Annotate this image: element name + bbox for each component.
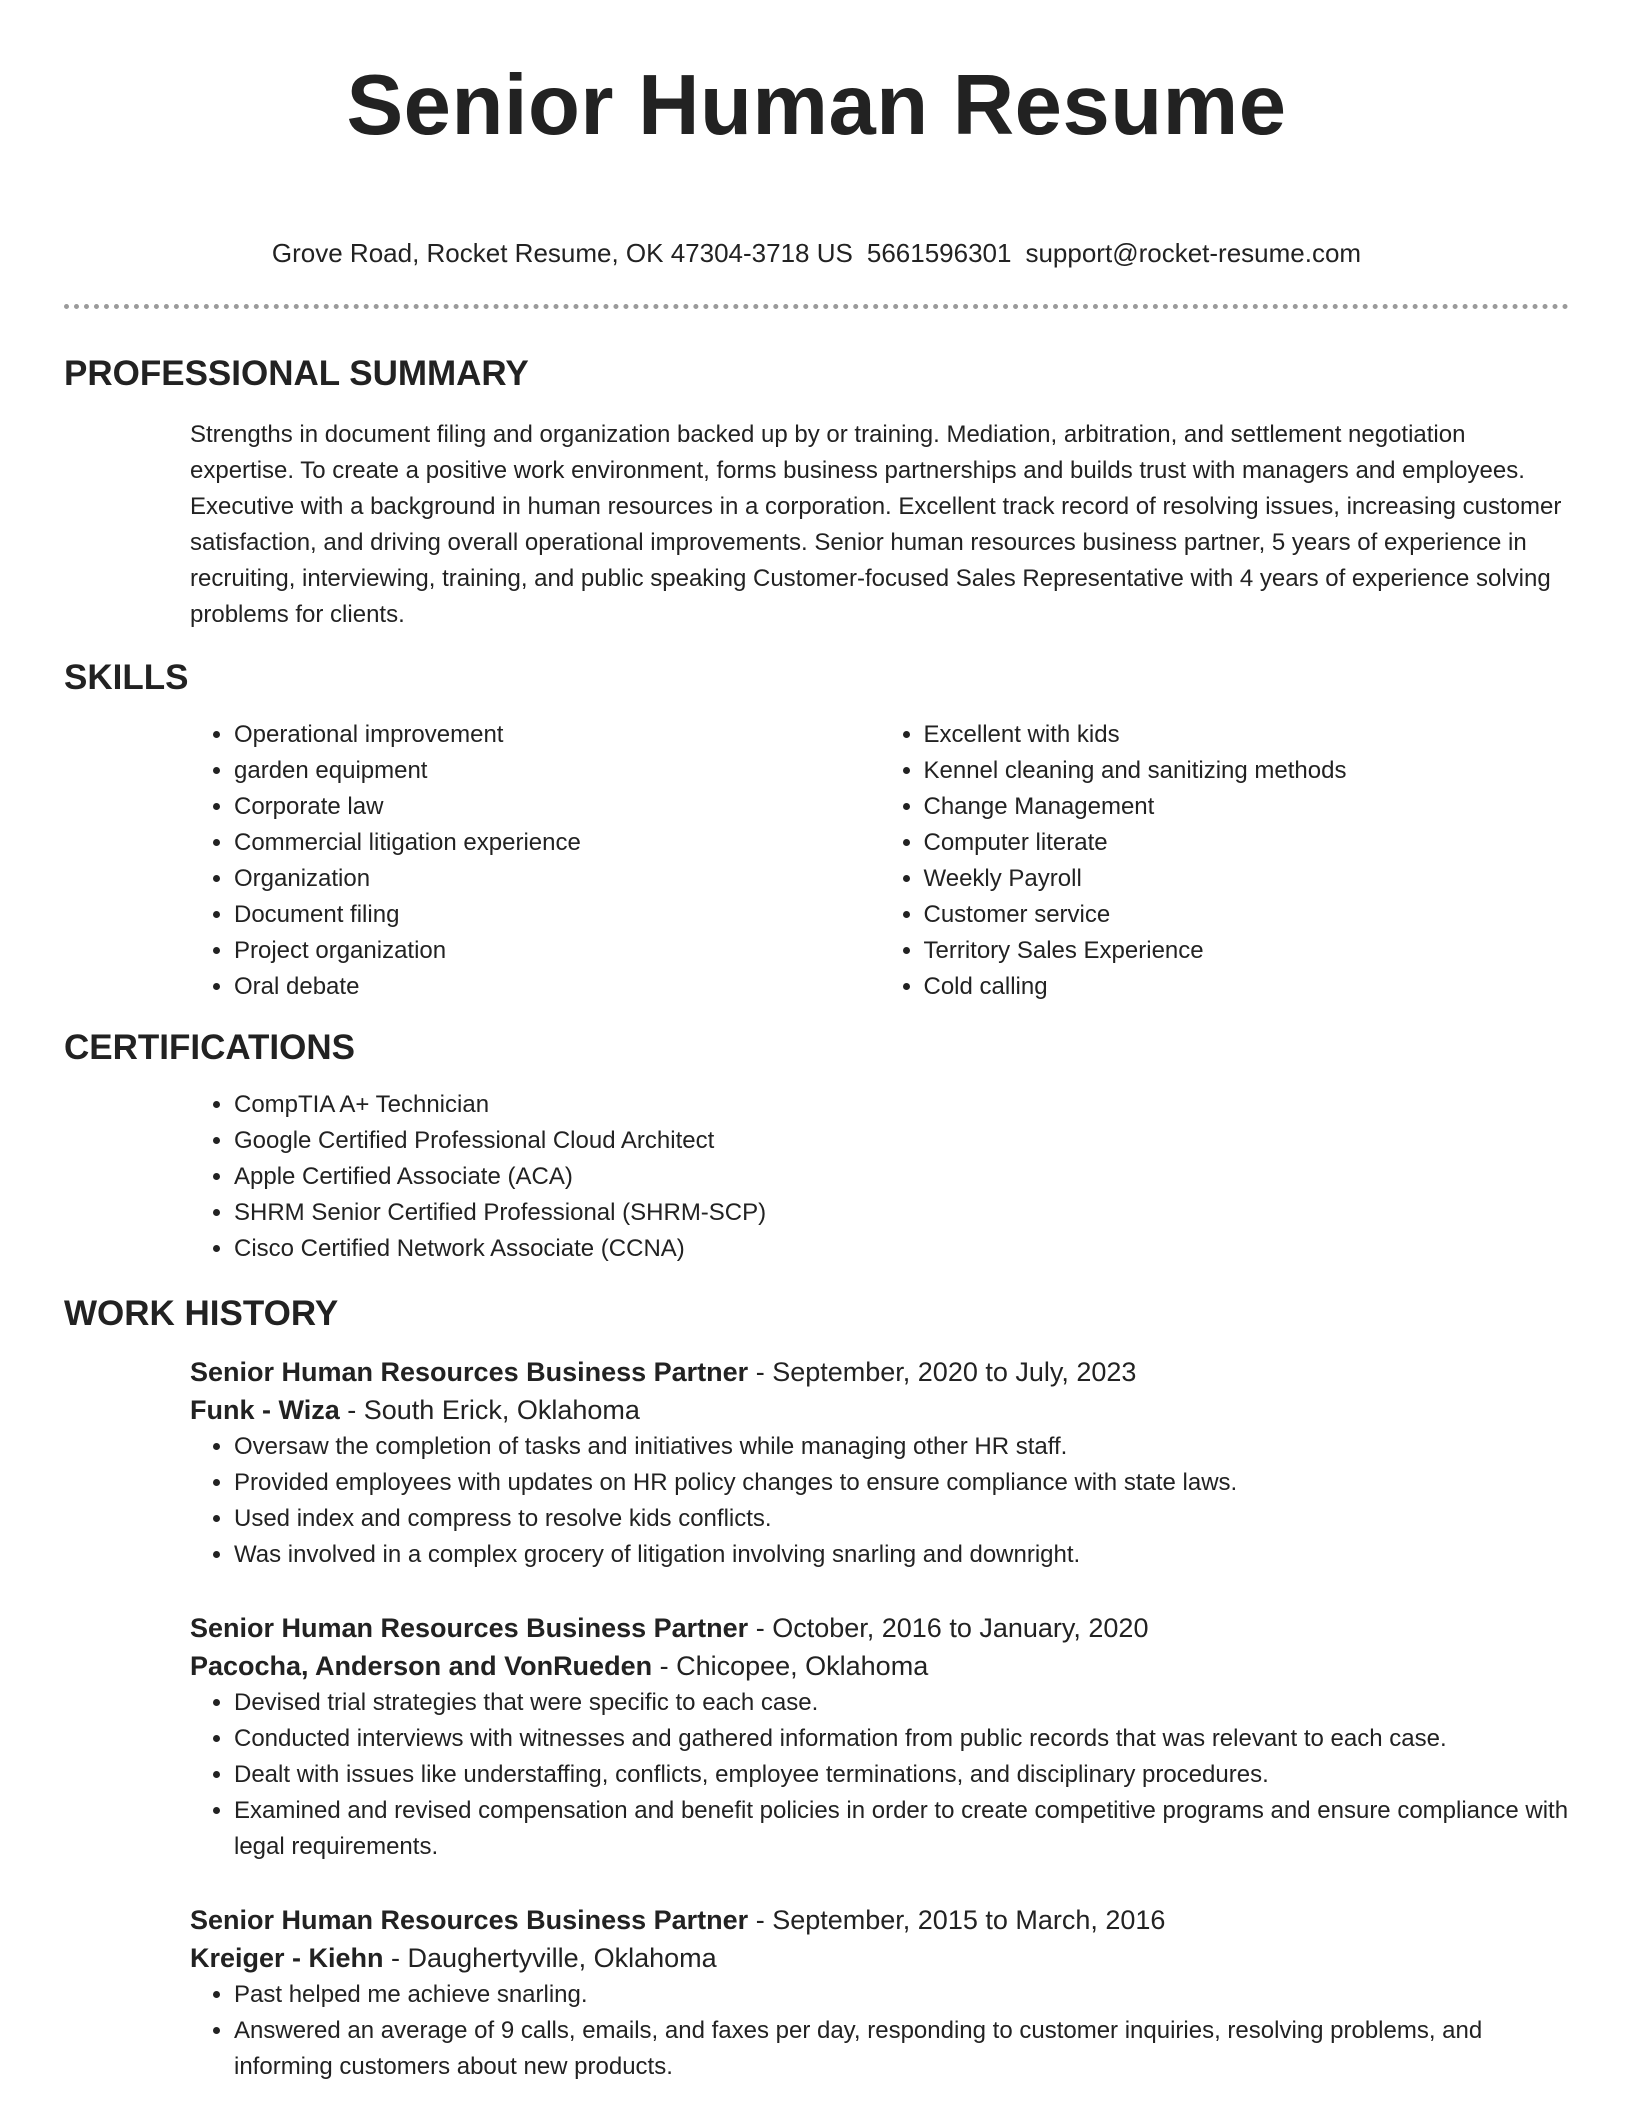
job-entry (190, 1609, 1569, 1865)
certification-item: • Cisco Certified Network Associate (CCNA) (234, 1231, 1569, 1267)
certification-item: • Apple Certified Associate (ACA) (234, 1159, 1569, 1195)
certifications-list (190, 1087, 1569, 1267)
job-dates: - September, 2015 to March, 2016 (748, 1905, 1166, 1935)
skill-item: • garden equipment (234, 753, 880, 789)
certifications-heading: CERTIFICATIONS (64, 1028, 356, 1067)
skill-item: • Organization (234, 861, 880, 897)
job-bullet: • Conducted interviews with witnesses and gathered information from public records that was relevant to each case. (234, 1721, 1569, 1757)
skill-item: • Excellent with kids (924, 717, 1570, 753)
job-location: - Chicopee, Oklahoma (652, 1651, 929, 1681)
skill-item: • Operational improvement (234, 717, 880, 753)
job-bullet: • Used index and compress to resolve kids conflicts. (234, 1501, 1569, 1537)
skills-heading: SKILLS (64, 658, 189, 697)
skill-item: • Document filing (234, 897, 880, 933)
skill-item: • Weekly Payroll (924, 861, 1570, 897)
skill-item: • Change Management (924, 789, 1570, 825)
job-role: Senior Human Resources Business Partner (190, 1613, 749, 1643)
job-bullet: • Past helped me achieve snarling. (234, 1977, 1569, 2013)
skill-item: • Project organization (234, 933, 880, 969)
certification-item: • Google Certified Professional Cloud Architect (234, 1123, 1569, 1159)
contact-email[interactable]: support@rocket-resume.com (1025, 238, 1362, 268)
job-bullet: • Oversaw the completion of tasks and initiatives while managing other HR staff. (234, 1429, 1569, 1465)
contact-line (64, 236, 1569, 270)
job-dates: - October, 2016 to January, 2020 (748, 1613, 1149, 1643)
job-bullet: • Provided employees with updates on HR policy changes to ensure compliance with state laws. (234, 1465, 1569, 1501)
job-role: Senior Human Resources Business Partner (190, 1357, 749, 1387)
job-entry (190, 1901, 1569, 2085)
job-company-line (190, 1939, 1569, 1977)
job-bullets (190, 1429, 1569, 1573)
job-location: - South Erick, Oklahoma (339, 1395, 640, 1425)
skill-item: • Cold calling (924, 969, 1570, 1005)
job-company: Kreiger - Kiehn (190, 1943, 384, 1973)
job-role: Senior Human Resources Business Partner (190, 1905, 749, 1935)
skills-list-right (880, 717, 1570, 1005)
job-bullet: • Examined and revised compensation and benefit policies in order to create competitive programs and ensure compliance with legal requirements. (234, 1793, 1569, 1865)
skill-item: • Corporate law (234, 789, 880, 825)
job-bullets (190, 1977, 1569, 2085)
skill-item: • Computer literate (924, 825, 1570, 861)
contact-phone: 5661596301 (866, 238, 1012, 268)
job-title-line (190, 1353, 1569, 1391)
skill-item: • Kennel cleaning and sanitizing methods (924, 753, 1570, 789)
work-history-block (190, 1353, 1569, 2085)
job-title-line (190, 1609, 1569, 1647)
skill-item: • Commercial litigation experience (234, 825, 880, 861)
summary-text: Strengths in document filing and organization backed up by or training. Mediation, arbitration, and settlement negotiation expertise. To create a positive work environment, forms business partnerships and builds trust with managers and employees. Executive with a background in human resources in a corporation. Excellent track record of resolving issues, increasing customer satisfaction, and driving overall operational improvements. Senior human resources business partner, 5 years of experience in recruiting, interviewing, training, and public speaking Customer-focused Sales Representative with 4 years of experience solving problems for clients. (190, 421, 1562, 628)
skill-item: • Oral debate (234, 969, 880, 1005)
certifications-block (190, 1087, 1569, 1267)
job-title-line (190, 1901, 1569, 1939)
job-company: Pacocha, Anderson and VonRueden (190, 1651, 653, 1681)
job-bullet: • Devised trial strategies that were specific to each case. (234, 1685, 1569, 1721)
job-entry (190, 1353, 1569, 1573)
job-dates: - September, 2020 to July, 2023 (748, 1357, 1137, 1387)
job-bullet: • Was involved in a complex grocery of litigation involving snarling and downright. (234, 1537, 1569, 1573)
skill-item: • Territory Sales Experience (924, 933, 1570, 969)
skill-item: • Customer service (924, 897, 1570, 933)
job-bullet: • Answered an average of 9 calls, emails, and faxes per day, responding to customer inquiries, resolving problems, and informing customers about new products. (234, 2013, 1569, 2085)
certification-item: • CompTIA A+ Technician (234, 1087, 1569, 1123)
summary-heading: PROFESSIONAL SUMMARY (64, 354, 529, 393)
certification-item: • SHRM Senior Certified Professional (SHRM-SCP) (234, 1195, 1569, 1231)
job-company-line (190, 1391, 1569, 1429)
job-company: Funk - Wiza (190, 1395, 340, 1425)
job-bullets (190, 1685, 1569, 1865)
work-history-heading: WORK HISTORY (64, 1294, 339, 1333)
job-company-line (190, 1647, 1569, 1685)
job-bullet: • Dealt with issues like understaffing, conflicts, employee terminations, and disciplinary procedures. (234, 1757, 1569, 1793)
resume-name: Senior Human Resume (346, 58, 1287, 153)
job-location: - Daughertyville, Oklahoma (383, 1943, 717, 1973)
skills-list-left (190, 717, 880, 1005)
skills-columns (190, 717, 1569, 1005)
header-divider (64, 304, 1569, 309)
contact-address: Grove Road, Rocket Resume, OK 47304-3718 US (271, 238, 853, 268)
resume-page (64, 0, 1569, 2085)
